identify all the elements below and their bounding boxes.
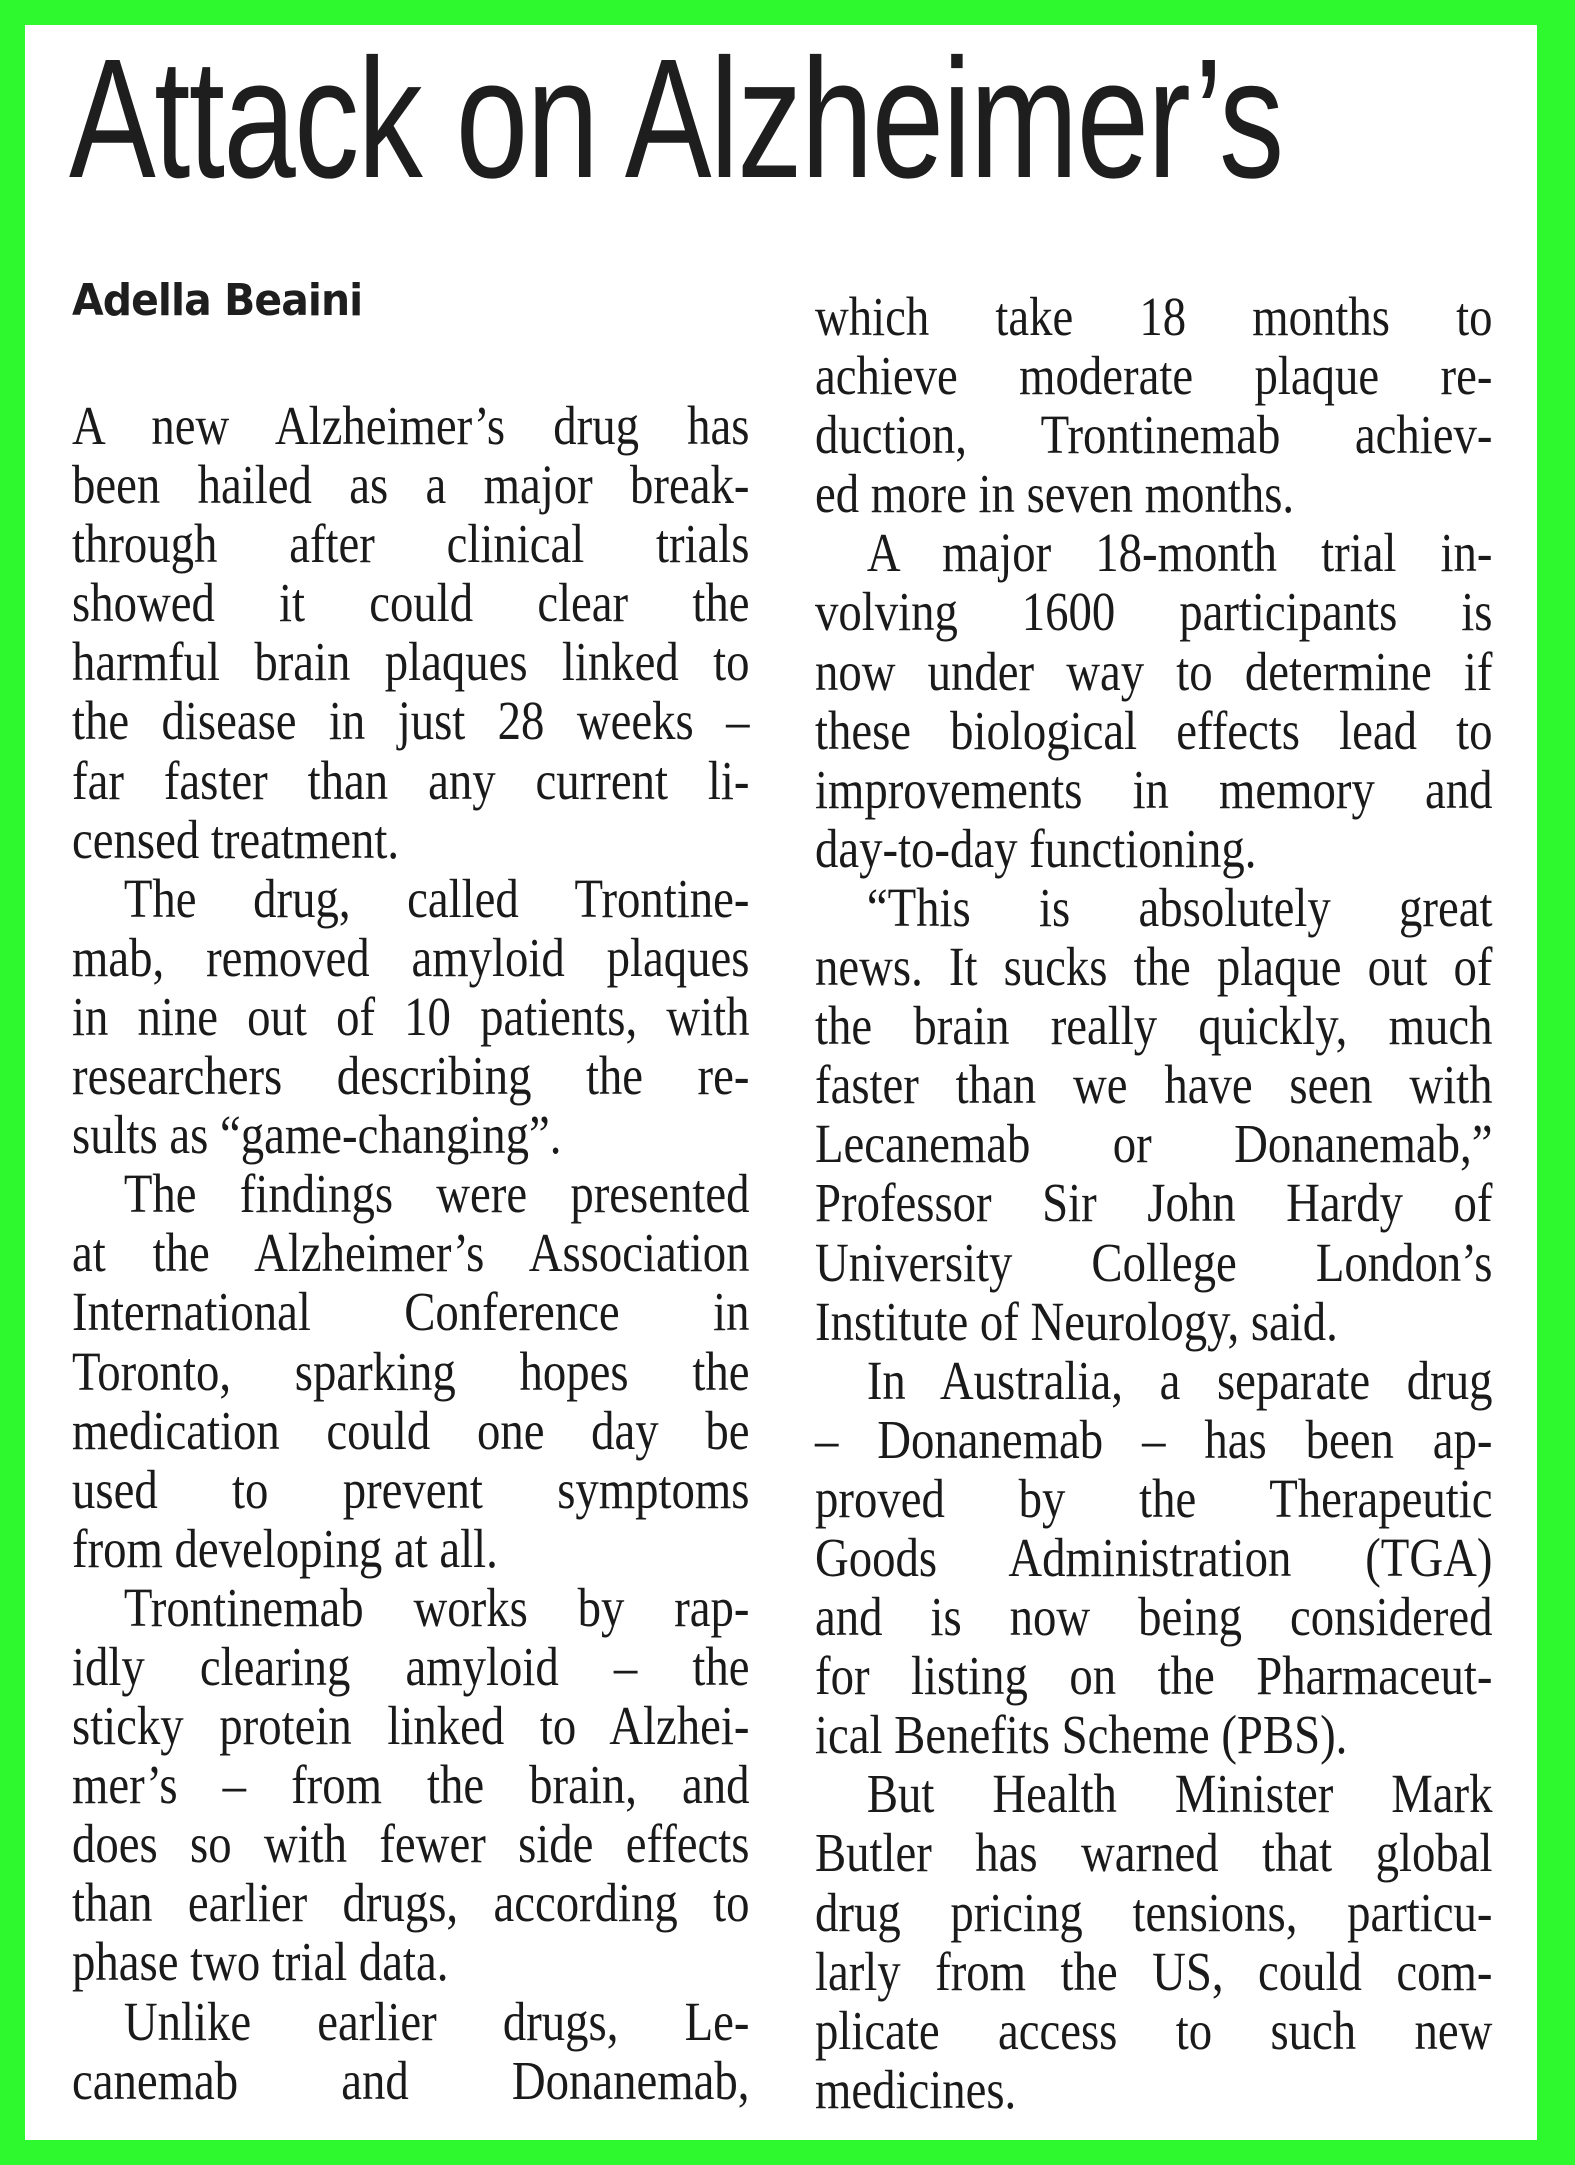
body-text-line: Lecanemab or Donanemab,”	[815, 1113, 1493, 1175]
body-text-line: censed treatment.	[72, 808, 400, 870]
body-text-line: The drug, called Trontine-	[123, 867, 750, 929]
body-text-line: Institute of Neurology, said.	[815, 1290, 1338, 1352]
body-text-line: than earlier drugs, according to	[72, 1872, 750, 1934]
body-text-line: A major 18-month trial in-	[866, 522, 1493, 584]
body-text-line: idly clearing amyloid – the	[72, 1635, 750, 1697]
body-text-line: far faster than any current li-	[72, 749, 750, 811]
body-text-line: in nine out of 10 patients, with	[72, 985, 750, 1047]
body-text-line: for listing on the Pharmaceut-	[815, 1645, 1493, 1707]
body-column-right	[815, 287, 1492, 2119]
body-text-line: duction, Trontinemab achiev-	[815, 404, 1493, 466]
body-text-line: phase two trial data.	[72, 1931, 449, 1993]
body-text-line: been hailed as a major break-	[72, 454, 750, 516]
body-text-line: medication could one day be	[72, 1399, 750, 1461]
body-text-line: does so with fewer side effects	[72, 1813, 750, 1875]
body-text-line: Toronto, sparking hopes the	[72, 1340, 750, 1402]
body-text-line: “This is absolutely great	[866, 876, 1493, 938]
body-text-line: researchers describing the re-	[72, 1045, 750, 1107]
body-text-line: ed more in seven months.	[815, 463, 1295, 525]
byline: Adella Beaini	[72, 275, 363, 326]
body-text-line: harmful brain plaques linked to	[72, 631, 750, 693]
body-text-line: A new Alzheimer’s drug has	[72, 395, 750, 456]
body-text-line: through after clinical trials	[72, 513, 750, 575]
body-text-line: ical Benefits Scheme (PBS).	[815, 1704, 1348, 1766]
body-text-line: news. It sucks the plaque out of	[815, 936, 1493, 998]
body-text-line: now under way to determine if	[815, 640, 1493, 702]
body-text-line: the brain really quickly, much	[815, 995, 1493, 1057]
body-text-line: Professor Sir John Hardy of	[815, 1172, 1493, 1234]
body-text-line: day-to-day functioning.	[815, 817, 1257, 879]
body-text-line: at the Alzheimer’s Association	[72, 1222, 750, 1284]
body-text-line: But Health Minister Mark	[866, 1763, 1493, 1825]
body-column-left	[72, 396, 749, 2110]
body-text-line: Unlike earlier drugs, Le-	[123, 1990, 750, 2052]
body-text-line: In Australia, a separate drug	[866, 1349, 1493, 1411]
body-text-line: mab, removed amyloid plaques	[72, 926, 750, 988]
body-text-line: used to prevent symptoms	[72, 1458, 750, 1520]
headline: Attack on Alzheimer’s	[69, 25, 1283, 214]
body-text-line: The findings were presented	[123, 1163, 750, 1225]
body-text-line: and is now being considered	[815, 1586, 1493, 1648]
body-text-line: larly from the US, could com-	[815, 1940, 1493, 2002]
body-text-line: Butler has warned that global	[815, 1822, 1493, 1884]
body-text-line: – Donanemab – has been ap-	[815, 1408, 1493, 1470]
body-text-line: medicines.	[815, 2058, 1017, 2120]
article-panel	[25, 25, 1537, 2140]
body-text-line: International Conference in	[72, 1281, 750, 1343]
body-text-line: mer’s – from the brain, and	[72, 1754, 750, 1816]
body-text-line: sticky protein linked to Alzhei-	[72, 1695, 750, 1757]
body-text-line: Goods Administration (TGA)	[815, 1526, 1493, 1588]
body-text-line: which take 18 months to	[815, 286, 1493, 347]
body-text-line: improvements in memory and	[815, 758, 1493, 820]
body-text-line: volving 1600 participants is	[815, 581, 1493, 643]
body-text-line: proved by the Therapeutic	[815, 1467, 1493, 1529]
body-text-line: these biological effects lead to	[815, 699, 1493, 761]
body-text-line: canemab and Donanemab,	[72, 2049, 750, 2111]
body-text-line: drug pricing tensions, particu-	[815, 1881, 1493, 1943]
body-text-line: showed it could clear the	[72, 572, 750, 634]
body-text-line: plicate access to such new	[815, 1999, 1493, 2061]
body-text-line: from developing at all.	[72, 1517, 498, 1579]
body-text-line: sults as “game-changing”.	[72, 1104, 562, 1166]
body-text-line: Trontinemab works by rap-	[123, 1576, 750, 1638]
body-text-line: faster than we have seen with	[815, 1054, 1493, 1116]
body-text-line: the disease in just 28 weeks –	[72, 690, 750, 752]
body-text-line: University College London’s	[815, 1231, 1493, 1293]
body-text-line: achieve moderate plaque re-	[815, 345, 1493, 407]
